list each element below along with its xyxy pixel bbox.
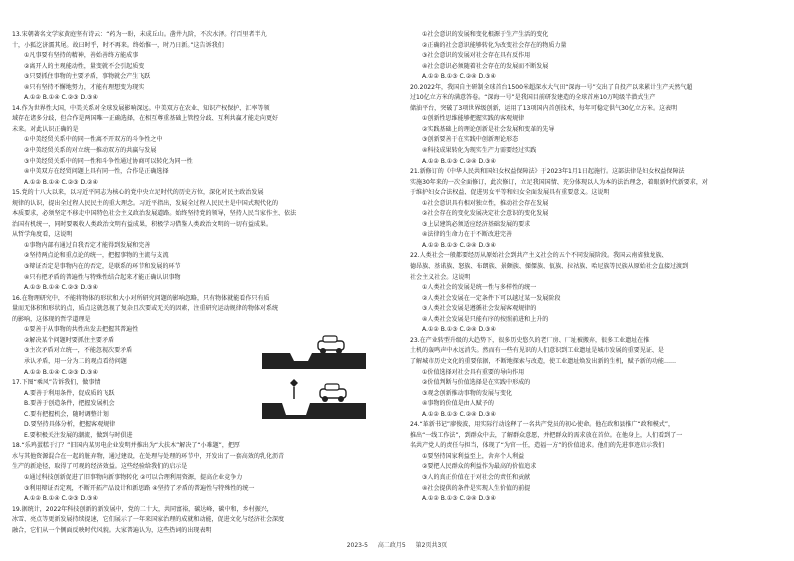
text-line: A.①② B.①③ C.②④ D.③④ xyxy=(422,157,496,165)
text-line: ②社会存在的变化发展决定社会意识的变化发展 xyxy=(422,210,549,218)
text-line: 治国有机统一，同时要吸收人类政治文明有益成果，积极学习借鉴人类政治文明的一切有益成果。 xyxy=(12,220,273,228)
text-line: ③人类社会发展是遵循社会发展客观规律的 xyxy=(422,305,537,313)
text-line: 的影响，这体现的哲学道理是 xyxy=(12,315,91,323)
right-column xyxy=(410,30,780,505)
text-line: 社会主义社会。这说明 xyxy=(410,273,471,281)
text-line: ③只要抓住事物的主要矛盾，事物就会产生飞跃 xyxy=(24,73,151,81)
text-line: A.①② B.①④ C.②③ D.③④ xyxy=(24,94,98,102)
text-line: 土机的轰鸣声中永远消失。然而有一些有见识的人们意识到工业遗址是城市发展的重要见证、是 xyxy=(410,347,664,355)
text-line: ①要坚持国家利益至上，舍弃个人利益 xyxy=(422,452,525,460)
text-line: ④只有把矛盾的普遍性与特殊性结合起来才能正确认识事物 xyxy=(24,273,181,281)
page-footer xyxy=(0,540,794,549)
text-line: ③中美经贸关系中的同一性和斗争性通过协商可以转化为同一性 xyxy=(24,157,193,165)
text-line: 名共产党人的责任与担当，体现了“为官一任，造福一方”的价值追求。他们的先进事迹启示我们 xyxy=(410,442,665,450)
footer-grade: 高二政月5 xyxy=(377,542,406,549)
text-line: ①创新性思维能够把握实践的客观规律 xyxy=(422,115,525,123)
footer-code: 2023-5 xyxy=(346,542,368,549)
text-line: 未来。对此认识正确的是 xyxy=(12,125,79,133)
text-line: ①社会意识具有相对独立性，推动社会存在发展 xyxy=(422,199,549,207)
text-line: A.①② B.①③ C.②④ D.③④ xyxy=(422,495,496,503)
text-line: A.①② B.①③ C.②④ D.③④ xyxy=(422,241,496,249)
text-line: ①要善于从事物的共性出发去把握其普遍性 xyxy=(24,326,139,334)
text-line: A.要善于利用条件，促成质的飞跃 xyxy=(24,389,115,397)
left-column xyxy=(12,30,382,536)
text-line: ①凡事要有坚持的精神，善始善终方能成事 xyxy=(24,52,139,60)
text-line: A.①② B.①④ C.②③ D.③④ xyxy=(24,495,98,503)
text-line: 19.据统计，2022年科技创新的新发展中，党的二十大，共同富裕，碳达峰，碳中和，乡村振兴， xyxy=(12,505,273,513)
text-line: 储油平台，突破了3项世界级创新，运用了13项国内首创技术，每年可稳定供气30亿立方米。这表明 xyxy=(410,104,678,112)
text-line: 融合，它们从一个侧面反映时代风貌。大家普遍认为，这些热词的出现表明 xyxy=(12,526,212,534)
text-line: ②人类社会发展在一定条件下可以越过某一发展阶段 xyxy=(422,294,561,302)
text-line: 冰雪、亮点等更新发展持续提速，它们展示了一年来国家治理的成就和动能，促进文化与经济社会深度 xyxy=(12,516,285,524)
text-line: 了解城市历史文化的重要依据，不断地探索与改造，使工业遗址焕发出新的生机，赋予新的功能…… xyxy=(410,357,677,365)
text-line: 推出“一线工作法”，到群众中去，了解群众意愿，并把群众的需求放在首位。在他身上，人们看到了一 xyxy=(410,431,683,439)
cartoon-figure xyxy=(260,323,368,421)
text-line: ①通过科技创新促进了旧事物向新事物转化 ②可以合理利用资源，提高企业竞争力 xyxy=(24,473,243,481)
text-line: 实施30年来的一次全面修订，此次修订，立足我国国情、充分体现以人为本的法治理念，着眼新时代新要求，对 xyxy=(410,178,708,186)
text-line: 18.“乐鸡蛋糕于汀？”旧国内某男电企业发明并推出为“大扶木”解决了“小难题”，把厚 xyxy=(12,442,240,450)
text-line: 20.2022年，我国自主研制全球首台1500米超深水大气田“深海一号”交出了自投产以来累计生产天然气超 xyxy=(410,83,693,91)
text-line: ③人的真正价值在于对社会的责任和贡献 xyxy=(422,473,531,481)
text-line: 域存在诸多分歧，但合作是两国唯一正确选择，在相互尊重基础上管控分歧、互利共赢才能走向更好 xyxy=(12,115,279,123)
text-line: ③利用辩证否定观，不断开拓产品设计和新思路 ④坚持了矛盾的普遍性与特殊性的统一 xyxy=(24,484,255,492)
text-line: 量而无体积和形状的点，质点这就忽视了复杂且次要或无关的因素，注重研究运动规律的物体对系统 xyxy=(12,305,279,313)
text-line: ④事物的价值是由人赋予的 xyxy=(422,400,494,408)
text-line: A.①② B.①③ C.②④ D.③④ xyxy=(422,326,496,334)
text-line: ④只有坚持不懈地努力，才能有理想变为现实 xyxy=(24,83,145,91)
text-line: 13.宋朝著名文学家黄庭坚有诗云：“药为一盼，未成丘山。凿井九阶，不次水泽。行百里者半九 xyxy=(12,31,267,38)
text-line: 生产的新途径，取得了可观的经济效益。这些经验给我们的启示是 xyxy=(12,463,188,471)
text-line: ②实践基础上的理论创新是社会发展和变革的先导 xyxy=(422,125,555,133)
text-line: ③主次矛盾对立统一，不能忽视次要矛盾 xyxy=(24,347,133,355)
text-line: B.要善于创造条件，把握发展机会 xyxy=(24,400,115,408)
text-line: 23.在产业转型升级的大趋势下，很多历史悠久的老厂房、厂址被搬弃，很多工业遗址在推 xyxy=(410,336,650,344)
text-line: 22.人类社会一般都要经历从原始社会到共产主义社会的五个不同发展阶段。我国云南省独龙族、 xyxy=(410,252,668,260)
text-line: ②坚持两点论和重点论的统一，把握事物的主流与支流 xyxy=(24,252,169,260)
text-line: ②正确的社会意识能够转化为改变社会存在的物质力量 xyxy=(422,41,567,49)
text-line: 16.在物理研究中，不能将物体的形状和大小对所研究问题的影响忽略，只有物体就能看作只有质 xyxy=(12,294,270,302)
text-line: ①事物内部有通过自我否定才能得到发展和完善 xyxy=(24,241,151,249)
text-line: ①人类社会的发展是统一性与多样性的统一 xyxy=(422,284,537,292)
text-line: A.①② B.①③ C.②④ D.③④ xyxy=(422,410,496,418)
text-line: ④科技成果转化为现实生产力需要经过实践 xyxy=(422,147,537,155)
text-line: ④社会提供的条件是实现人生价值的前提 xyxy=(422,484,531,492)
text-line: ②要把人民群众的利益作为最高的价值追求 xyxy=(422,463,537,471)
text-line: ③辩证否定是事物内在的否定，是联系的环节和发展的环节 xyxy=(24,263,181,271)
text-line: A.①② B.①④ C.②③ D.③④ xyxy=(24,368,98,376)
text-line: ④法律的生命力在于不断改进完善 xyxy=(422,231,513,239)
text-line: ③创新要善于在实践中创新理论形态 xyxy=(422,136,519,144)
text-line: E.要积极关注发展的潮流，做到与时俱进 xyxy=(24,431,133,439)
text-line: ③观念创新推动事物的发展与变化 xyxy=(422,389,513,397)
text-line: 德昂族、基诺族、怒族、布朗族、景颇族、傈僳族、佤族、拉祜族、哈尼族等民族从原始社会直接过渡到 xyxy=(410,263,689,271)
footer-page: 第2页共3页 xyxy=(415,542,448,549)
text-line: 过10亿立方米的满意答卷。“深海一号”是我国目前研发建造的全球首座10万吨级半潜式生产 xyxy=(410,94,656,102)
text-line: D.要坚持具体分析，把握客观规律 xyxy=(24,421,116,429)
text-line: 本质要求，必须坚定不移走中国特色社会主义政治发展道路。始终坚持党的领导，坚持人民当家作主、依法 xyxy=(12,210,297,218)
text-line: ②价值判断与价值选择是在实践中形成的 xyxy=(422,379,531,387)
text-line: ④中美双方在经贸问题上具有同一性，合作是正确选择 xyxy=(24,168,169,176)
text-line: 十，小狐汔济濡其尾。故曰时乎，时不再来。终始惟一，时乃日新。”这告诉我们 xyxy=(12,41,224,49)
text-line: 15.党的十八大以来，以习近平同志为核心的党中央立足时代的历史方位，深化对民主政治发展 xyxy=(12,189,264,197)
text-line: 从哲学角度看，这说明 xyxy=(12,231,73,239)
text-line: 17.下图“乘风”告诉我们，做事情 xyxy=(12,379,101,387)
text-line: A.①② B.①④ C.②③ D.②④ xyxy=(24,178,98,186)
text-line: 14.作为世界性大国，中美关系对全球发展影响深远。中美双方在农业、知识产权保护、汇率等领 xyxy=(12,104,270,112)
text-line: ④社会意识必须随着社会存在的发展而不断发展 xyxy=(422,62,549,70)
text-line: 于维护妇女合法权益、促进男女平等和妇女全面发展具有重要意义。这说明 xyxy=(410,189,610,197)
text-line: A.①② B.①③ C.②④ D.③④ xyxy=(422,73,496,81)
text-line: 承认矛盾，用一分为二的观点看待问题 xyxy=(24,357,127,365)
text-line: 水与其他资源混合在一起的脏弃物，通过建设，在处理与处理的环节中，开发出了一套高效的乳化沥青 xyxy=(12,452,285,460)
text-line: ②离开人的主观能动性，量变就不会引起质变 xyxy=(24,62,145,70)
text-line: ③社会意识的发展对社会存在具有反作用 xyxy=(422,52,531,60)
text-line: 规律的认识，提出全过程人民民主的重大理念。习近平指出，发展全过程人民民主是中国式现代化的 xyxy=(12,199,279,207)
text-line: 24.“革新书记”廖俊波，用实际行动诠释了一名共产党员的初心使命。他在政和县推广“政和模式”， xyxy=(410,421,675,429)
text-line: ①中美经贸关系中的同一性离不开双方的斗争性之中 xyxy=(24,136,163,144)
text-line: ④人类社会发展是只能有序的按照前进和上升的 xyxy=(422,315,549,323)
text-line: ②解决某个问题时要抓住主要矛盾 xyxy=(24,336,115,344)
text-line: 21.新修订的《中华人民共和国妇女权益保障法》于2023年1月1日起施行。这部法律是妇女权益保障法 xyxy=(410,168,685,176)
text-line: ①社会意识的发展和变化根源于生产生活的变化 xyxy=(422,31,549,38)
text-line: C.要有把握机会，随时调整计划 xyxy=(24,410,109,418)
text-line: ③上层建筑必须适应经济基础发展的要求 xyxy=(422,220,531,228)
text-line: ①价值选择对社会具有重要的导向作用 xyxy=(422,368,525,376)
text-line: A.①③ B.①④ C.②③ D.③④ xyxy=(24,284,98,292)
text-line: ②中美经贸关系的对立统一推动双方的共赢与发展 xyxy=(24,147,157,155)
